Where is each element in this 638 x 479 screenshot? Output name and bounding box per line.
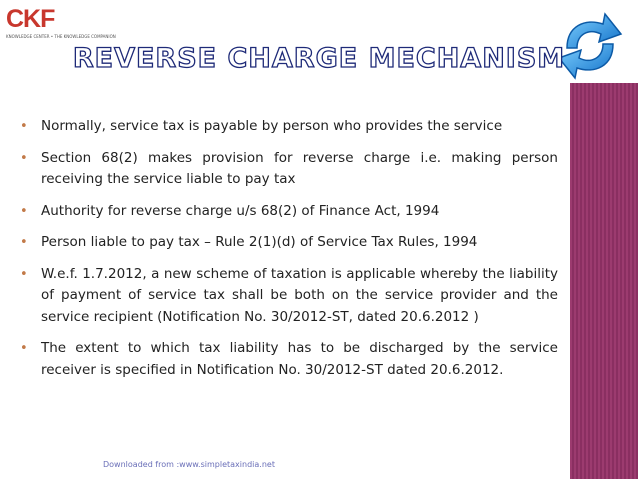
slide-title: REVERSE CHARGE MECHANISM (72, 43, 566, 74)
bullet-item: • Section 68(2) makes provision for reverse charge i.e. making person receiving the service liable to pay tax (18, 148, 558, 191)
bullet-list (18, 116, 558, 391)
bullet-item: • Authority for reverse charge u/s 68(2) of Finance Act, 1994 (18, 201, 558, 223)
logo (6, 5, 116, 45)
bullet-item: • The extent to which tax liability has to be discharged by the service receiver is specified in Notification No. 30/2012-ST dated 20.6.2012. (18, 338, 558, 381)
bullet-item: • Normally, service tax is payable by person who provides the service (18, 116, 558, 138)
decorative-sidebar (570, 83, 638, 479)
bullet-item: • Person liable to pay tax – Rule 2(1)(d) of Service Tax Rules, 1994 (18, 232, 558, 254)
bullet-item: • W.e.f. 1.7.2012, a new scheme of taxation is applicable whereby the liability of payment of service tax shall be both on the service provider and the service recipient (Notification No. 30/2012-ST, dated 20.6.2012 ) (18, 264, 558, 329)
footer-source-link[interactable]: Downloaded from :www.simpletaxindia.net (103, 460, 275, 469)
logo-text: CKF (6, 5, 55, 33)
logo-tagline: KNOWLEDGE CENTER • THE KNOWLEDGE COMPANION (6, 34, 116, 39)
